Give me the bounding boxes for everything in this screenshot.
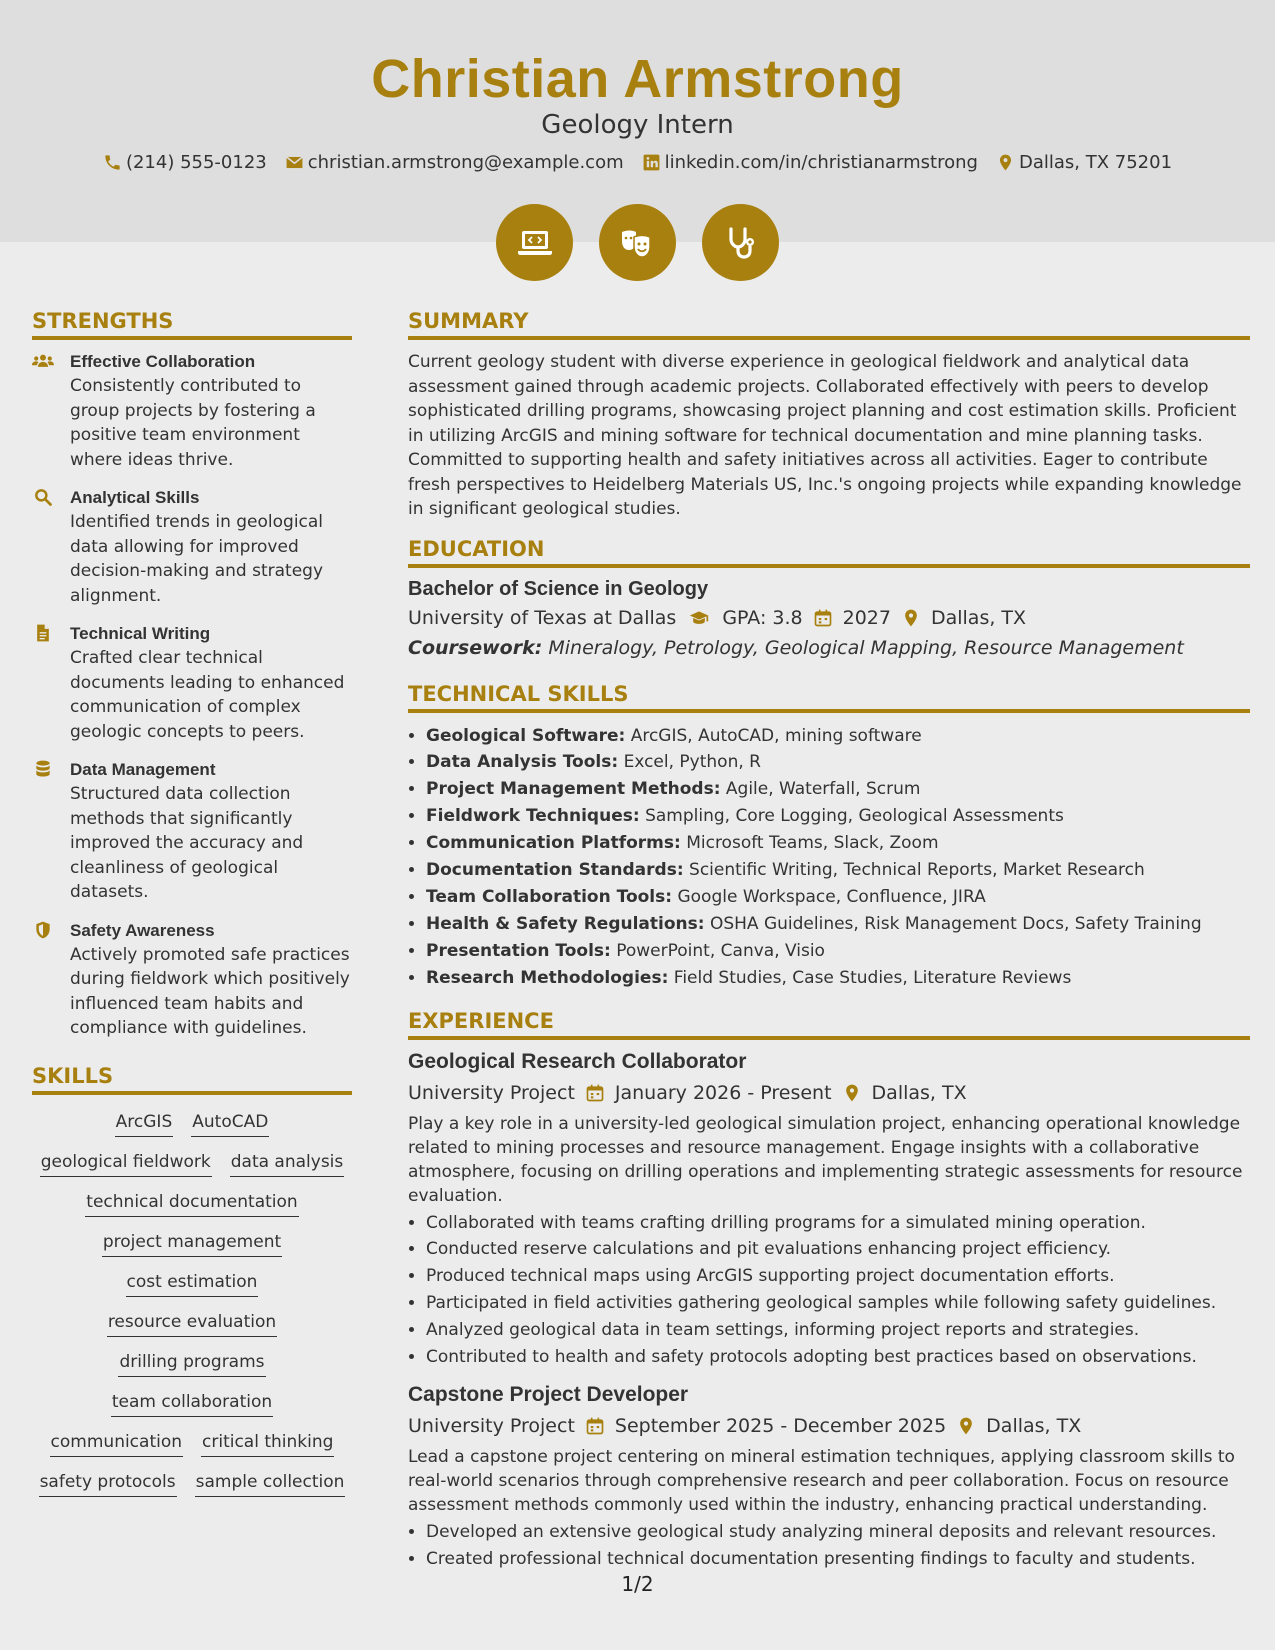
phone-icon <box>103 153 122 172</box>
strength-item <box>32 486 352 608</box>
contact-location <box>996 152 1172 173</box>
tech-skill-label: Project Management Methods: <box>426 779 721 800</box>
shield-icon <box>32 920 54 940</box>
job-bullets <box>408 1210 1250 1371</box>
skill-tag: cost estimation <box>126 1271 259 1297</box>
contact-email[interactable] <box>285 152 624 173</box>
linkedin-text: linkedin.com/in/christianarmstrong <box>664 152 978 173</box>
skill-tag: project management <box>102 1231 282 1257</box>
job-entry <box>408 1050 1250 1371</box>
experience-heading: EXPERIENCE <box>408 1008 1250 1040</box>
technical-skills-heading: TECHNICAL SKILLS <box>408 681 1250 713</box>
degree-title: Bachelor of Science in Geology <box>408 577 709 600</box>
strengths-heading: STRENGTHS <box>32 308 352 340</box>
job-description: Play a key role in a university-led geological simulation project, enhancing operational knowledge related to mining processes and resource management. Engage insights with a collaborative atmosphere, focusing on drilling operations and implementing strategic assessments for resource evaluation. <box>408 1113 1243 1206</box>
tech-skill-value: Field Studies, Case Studies, Literature Reviews <box>673 967 1072 988</box>
tech-skill-label: Team Collaboration Tools: <box>426 886 673 907</box>
map-marker-icon <box>901 608 921 628</box>
tech-skill-label: Presentation Tools: <box>426 940 611 961</box>
grad-year: 2027 <box>842 606 891 629</box>
list-item <box>426 965 1250 992</box>
tech-skill-value: Google Workspace, Confluence, JIRA <box>677 886 986 907</box>
job-meta <box>408 1415 1250 1437</box>
map-marker-icon <box>956 1416 976 1436</box>
tech-skill-label: Documentation Standards: <box>426 860 684 881</box>
school-location: Dallas, TX <box>930 606 1027 629</box>
skill-tag: technical documentation <box>85 1191 298 1217</box>
job-dates: September 2025 - December 2025 <box>614 1415 947 1437</box>
list-item: • Developed an extensive geological study analyzing mineral deposits and relevant resources. <box>426 1519 1250 1546</box>
job-location: Dallas, TX <box>986 1415 1082 1437</box>
list-item: • Created professional technical documentation presenting findings to faculty and students. <box>426 1546 1250 1573</box>
contact-linkedin[interactable] <box>642 152 978 173</box>
database-icon <box>32 759 54 779</box>
list-item: • Participated in field activities gathering geological samples while following safety guidelines. <box>426 1290 1250 1317</box>
email-text: christian.armstrong@example.com <box>307 152 624 173</box>
stethoscope-icon <box>721 223 761 263</box>
strength-desc: Identified trends in geological data allowing for improved decision-making and strategy alignment. <box>70 512 324 606</box>
tech-skill-value: PowerPoint, Canva, Visio <box>616 940 825 961</box>
calendar-icon <box>813 608 833 628</box>
contact-phone[interactable] <box>103 152 267 173</box>
strength-desc: Actively promoted safe practices during fieldwork which positively influenced team habits and compliance with guidelines. <box>70 944 350 1038</box>
job-meta <box>408 1082 1250 1104</box>
list-item <box>426 803 1250 830</box>
list-item <box>426 830 1250 857</box>
theater-masks-icon <box>618 223 658 263</box>
job-location: Dallas, TX <box>871 1081 967 1104</box>
tech-skill-label: Geological Software: <box>426 725 626 746</box>
tech-skill-label: Data Analysis Tools: <box>426 752 619 773</box>
tech-skill-label: Fieldwork Techniques: <box>426 806 640 827</box>
list-item: • Contributed to health and safety protocols adopting best practices based on observations. <box>426 1344 1250 1371</box>
list-item: • Collaborated with teams crafting drilling programs for a simulated mining operation. <box>426 1210 1250 1237</box>
phone-text: (214) 555-0123 <box>125 152 267 173</box>
tech-skill-value: Microsoft Teams, Slack, Zoom <box>686 833 939 854</box>
map-marker-icon <box>842 1083 862 1103</box>
page-number: 1/2 <box>621 1572 654 1596</box>
map-marker-icon <box>996 153 1015 172</box>
left-column <box>32 308 352 1497</box>
candidate-role: Geology Intern <box>541 110 734 140</box>
strength-item <box>32 758 352 905</box>
school-name: University of Texas at Dallas <box>408 606 677 629</box>
strength-title: Technical Writing <box>70 624 211 643</box>
strength-title: Data Management <box>70 760 216 779</box>
strength-title: Safety Awareness <box>70 920 215 940</box>
list-item: • Produced technical maps using ArcGIS supporting project documentation efforts. <box>426 1263 1250 1290</box>
list-item: • Conducted reserve calculations and pit evaluations enhancing project efficiency. <box>426 1236 1250 1263</box>
theater-masks-badge <box>599 204 676 281</box>
skill-tag: ArcGIS <box>115 1111 174 1137</box>
strength-desc: Consistently contributed to group projects by fostering a positive team environment where ideas thrive. <box>70 376 316 470</box>
tech-skill-value: Excel, Python, R <box>623 752 761 773</box>
job-title: Capstone Project Developer <box>408 1383 689 1406</box>
job-entry <box>408 1383 1250 1573</box>
list-item: • Analyzed geological data in team settings, informing project reports and strategies. <box>426 1317 1250 1344</box>
tech-skill-label: Health & Safety Regulations: <box>426 913 705 934</box>
job-dates: January 2026 - Present <box>614 1081 832 1104</box>
job-org: University Project <box>408 1081 575 1104</box>
skill-tag: communication <box>50 1431 183 1457</box>
list-item <box>426 749 1250 776</box>
education-meta <box>408 607 1250 629</box>
skill-tag: critical thinking <box>201 1431 334 1457</box>
strength-item <box>32 622 352 744</box>
tech-skill-label: Communication Platforms: <box>426 833 681 854</box>
skills-list <box>32 1105 352 1497</box>
skills-heading: SKILLS <box>32 1063 352 1095</box>
list-item <box>426 857 1250 884</box>
contact-bar <box>0 152 1275 173</box>
strength-title: Effective Collaboration <box>70 352 256 371</box>
strength-desc: Crafted clear technical documents leading to enhanced communication of complex geologic concepts to peers. <box>70 648 345 742</box>
job-description: Lead a capstone project centering on mineral estimation techniques, applying classroom skills to real-world scenarios through comprehensive research and peer collaboration. Focus on resource assessment methods commonly used within the industry, enhancing practical understanding. <box>408 1447 1235 1515</box>
tech-skill-value: Sampling, Core Logging, Geological Assessments <box>645 806 1064 827</box>
job-org: University Project <box>408 1415 575 1437</box>
candidate-name: Christian Armstrong <box>371 49 904 109</box>
search-icon <box>32 487 54 507</box>
tech-skill-value: Agile, Waterfall, Scrum <box>725 779 921 800</box>
skill-tag: sample collection <box>195 1471 346 1497</box>
list-item <box>426 776 1250 803</box>
skill-tag: AutoCAD <box>191 1111 269 1137</box>
location-text: Dallas, TX 75201 <box>1018 152 1173 173</box>
tech-skill-value: OSHA Guidelines, Risk Management Docs, Safety Training <box>709 913 1202 934</box>
envelope-icon <box>285 153 304 172</box>
calendar-icon <box>585 1416 605 1436</box>
coursework-list: Mineralogy, Petrology, Geological Mapping, Resource Management <box>548 636 1184 659</box>
gpa: GPA: 3.8 <box>722 606 803 629</box>
list-item <box>426 938 1250 965</box>
coursework <box>408 637 1250 659</box>
job-title: Geological Research Collaborator <box>408 1049 747 1073</box>
laptop-code-icon <box>515 223 555 263</box>
tech-skill-value: Scientific Writing, Technical Reports, Market Research <box>689 860 1145 881</box>
graduation-cap-icon <box>686 608 712 628</box>
education-heading: EDUCATION <box>408 536 1250 568</box>
summary-heading: SUMMARY <box>408 308 1250 340</box>
list-item <box>426 884 1250 911</box>
tech-skill-label: Research Methodologies: <box>426 967 669 988</box>
technical-skills-list <box>408 723 1250 992</box>
skill-tag: drilling programs <box>118 1351 265 1377</box>
skill-tag: data analysis <box>230 1151 345 1177</box>
linkedin-icon <box>642 153 661 172</box>
skill-tag: team collaboration <box>111 1391 273 1417</box>
interest-badges <box>0 204 1275 281</box>
summary-text: Current geology student with diverse experience in geological fieldwork and analytical data assessment gained through academic projects. Collaborated effectively with peers to develop sophisticated drilling programs, showcasing project planning and cost estimation skills. Proficient in utilizing ArcGIS and mining software for technical documentation and mine planning tasks. Committed to supporting health and safety initiatives across all activities. Eager to contribute fresh perspectives to Heidelberg Materials US, Inc.'s ongoing projects while expanding knowledge in significant geological studies. <box>408 352 1242 519</box>
tech-skill-value: ArcGIS, AutoCAD, mining software <box>630 725 922 746</box>
strength-item <box>32 919 352 1041</box>
users-icon <box>32 351 54 371</box>
skill-tag: geological fieldwork <box>40 1151 212 1177</box>
strength-desc: Structured data collection methods that significantly improved the accuracy and cleanliness of geological datasets. <box>70 784 304 902</box>
skill-tag: resource evaluation <box>107 1311 277 1337</box>
file-icon <box>32 623 54 643</box>
calendar-icon <box>585 1083 605 1103</box>
right-column <box>408 308 1250 1585</box>
job-bullets <box>408 1519 1250 1573</box>
resume-header <box>0 0 1275 242</box>
stethoscope-badge <box>702 204 779 281</box>
laptop-code-badge <box>496 204 573 281</box>
list-item <box>426 911 1250 938</box>
list-item <box>426 723 1250 750</box>
strength-item <box>32 350 352 472</box>
coursework-label: Coursework: <box>408 636 543 659</box>
skill-tag: safety protocols <box>39 1471 177 1497</box>
strength-title: Analytical Skills <box>70 488 200 507</box>
